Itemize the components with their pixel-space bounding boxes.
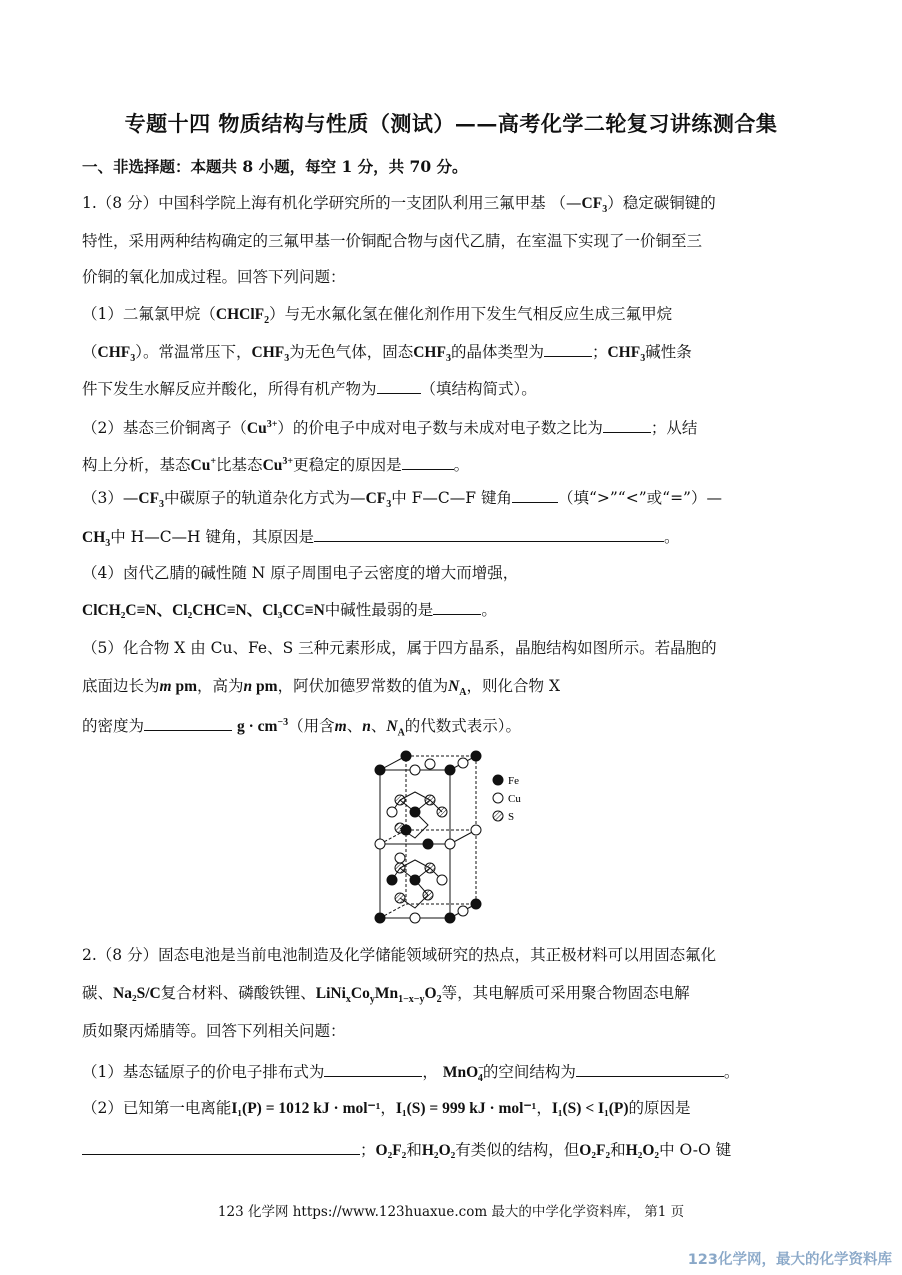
answer-blank[interactable] [402,455,454,470]
q1-part3-line1: $(3)—CF_3$中碳原子的轨道杂化方式为$—CF_3$中 F—C—F 键角 （填“>”“<”或“=”）— [82,489,722,511]
q1-part4-line2: ClCH₂C≡N、Cl₂CHC≡N、Cl₃CC≡N中碱性最弱的是 。 [82,601,497,619]
q2-part2-line1: （2）已知第一电离能I₁(P) = 1012 kJ · mol⁻¹，I₁(S) = 999 kJ · mol⁻¹，I₁(S) < I₁(P)的原因是 [82,1099,691,1117]
q2-intro-line1: 2.（8 分）固态电池是当前电池制造及化学储能领域研究的热点，其正极材料可以用固态氟化 [82,946,717,964]
q1-intro-line1: 1.（8 分）中国科学院上海有机化学研究所的一支团队利用三氟甲基 $(—CF_3)$稳定碳铜键的 [82,194,716,216]
q2-intro-line3: 质如聚丙烯腈等。回答下列相关问题： [82,1022,346,1040]
legend-fe-label: Fe [508,775,519,787]
page-title: 专题十四 物质结构与性质（测试）——高考化学二轮复习讲练测合集 [124,111,778,136]
legend-fe-marker [493,775,503,785]
legend-cu-marker [493,793,503,803]
answer-blank[interactable] [603,418,651,433]
answer-blank[interactable] [144,716,232,731]
q1-intro-line3: 价铜的氧化加成过程。回答下列问题： [82,268,346,286]
q1-part4-line1: （4）卤代乙腈的碱性随 N 原子周围电子云密度的增大而增强， [82,564,519,582]
legend-s-label: S [508,811,515,823]
answer-blank[interactable] [433,600,481,615]
answer-blank[interactable] [82,1140,360,1155]
legend-cu-label: Cu [508,793,521,805]
answer-blank[interactable] [576,1062,724,1077]
page-footer: 123 化学网 https://www.123huaxue.com 最大的中学化学资料库， 第1 页 [217,1204,685,1220]
watermark-text: 123化学网，最大的化学资料库 [687,1252,892,1268]
answer-blank[interactable] [544,342,592,357]
q2-part2-line2: ；O₂F₂和H₂O₂有类似的结构，但O₂F₂和H₂O₂中 O-O 键 [82,1140,731,1161]
q1-part1-line2: $(CHF_3)$。常温常压下，$CHF_3$为无色气体，固态$CHF_3$的晶体类型为 ；$CHF_3$碱性条 [82,343,692,365]
q1-part1-line1: （1）二氟氯甲烷（CHClF$_2$）与无水氟化氢在催化剂作用下发生气相反应生成三氟甲烷 [82,305,673,327]
q1-part1-line3: 件下发生水解反应并酸化，所得有机产物为 （填结构简式）。 [82,380,537,398]
q1-part5-line1: （5）化合物 X 由 Cu、Fe、S 三种元素形成，属于四方晶系，晶胞结构如图所示。若晶胞的 [82,639,717,657]
q2-part1-line1: （1）基态锰原子的价电子排布式为 ， MnO−$_4$的空间结构为 。 [82,1063,740,1085]
q1-part2-line2: 构上分析，基态Cu+比基态$Cu^{3+}$更稳定的原因是 。 [82,456,470,475]
q2-intro-line2: 碳、Na₂S/C复合材料、磷酸铁锂、$LiNi_xCo_yMn_{1-x-y}O_2$等，其电解质可采用聚合物固态电解 [82,984,690,1006]
q1-part5-line2: 底面边长为m pm，高为n pm，阿伏加德罗常数的值为$N_A$，则化合物 X [82,677,560,699]
q1-part5-line3: 的密度为 $g \cdot cm^{-3}$（用含m、n、$N_A$的代数式表示）。 [82,717,522,739]
legend-s-marker [493,811,503,821]
answer-blank[interactable] [314,527,664,542]
q1-part2-line1: （2）基态三价铜离子$(Cu^{3+})$的价电子中成对电子数与未成对电子数之比为 ；从结 [82,419,698,438]
section-heading: 一、非选择题：本题共 8 小题，每空 1 分，共 70 分。 [82,157,468,176]
answer-blank[interactable] [377,379,421,394]
answer-blank[interactable] [324,1062,422,1077]
figure-legend [493,775,521,823]
q1-intro-line2: 特性，采用两种结构确定的三氟甲基一价铜配合物与卤代乙腈，在室温下实现了一价铜至三 [82,232,703,250]
q1-part3-line2: $CH_3$中 H—C—H 键角，其原因是 。 [82,528,680,550]
answer-blank[interactable] [512,488,558,503]
crystal-cell-figure [370,750,530,930]
